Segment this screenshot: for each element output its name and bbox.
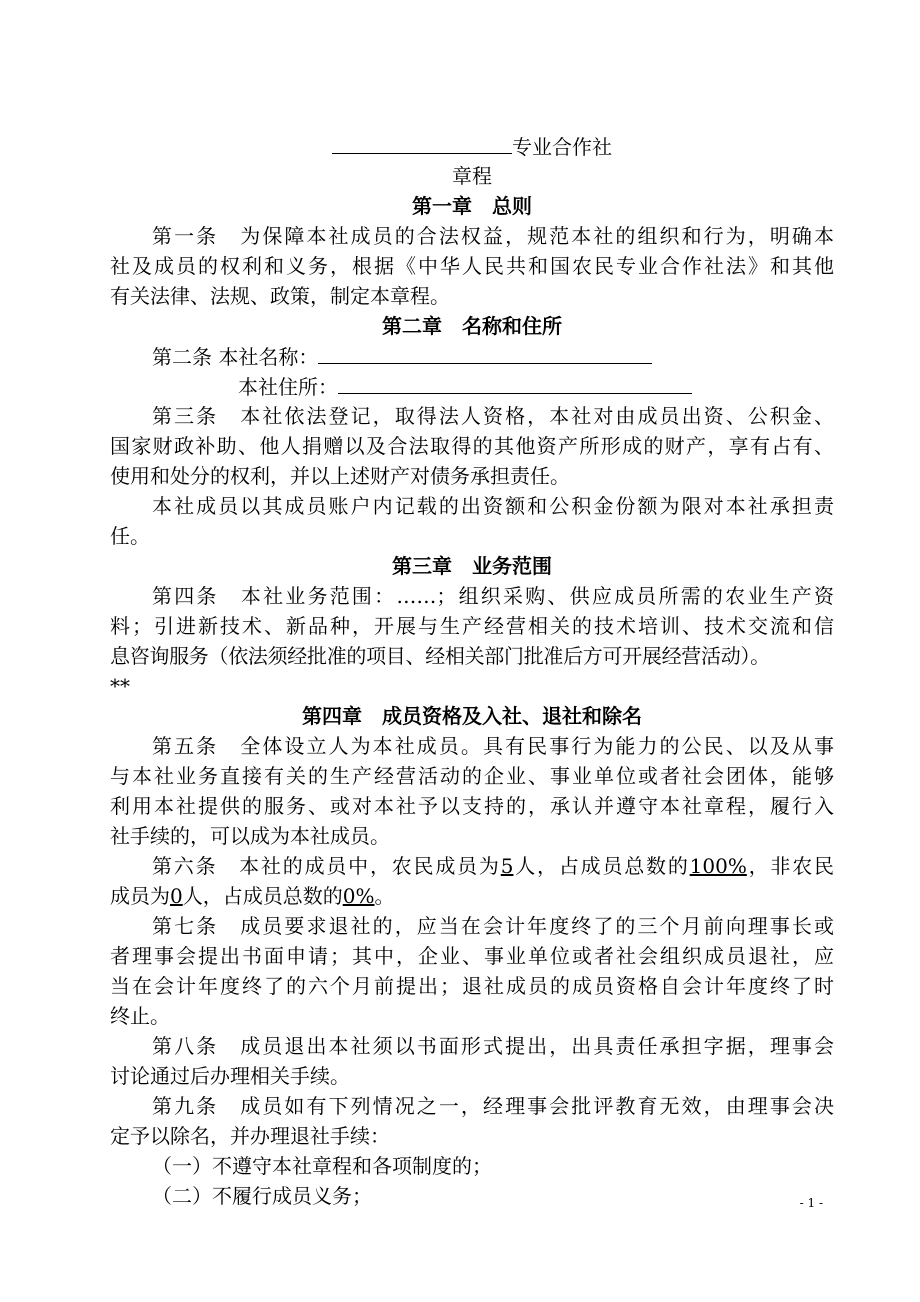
- farmer-count: 5: [500, 854, 514, 878]
- article-6-text: 人，占成员总数的: [182, 884, 343, 908]
- title-suffix: 专业合作社: [512, 135, 612, 159]
- article-7-line: 第七条 成员要求退社的，应当在会计年度终了的三个月前向理事长或: [152, 914, 834, 938]
- article-6-text: 人，占成员总数的: [513, 854, 690, 878]
- page-number: - 1 -: [799, 1196, 823, 1210]
- chapter-2-heading: 第二章 名称和住所: [382, 314, 562, 338]
- article-2-address: [110, 371, 834, 401]
- article-7-line: 终止。: [110, 1004, 170, 1028]
- article-6-line: [110, 881, 834, 911]
- article-5-line: 第五条 全体设立人为本社成员。具有民事行为能力的公民、以及从事: [152, 734, 834, 758]
- chapter-4-heading: 第四章 成员资格及入社、退社和除名: [302, 704, 642, 728]
- chapter-1-heading: 第一章 总则: [412, 194, 532, 218]
- article-3-line: 第三条 本社依法登记，取得法人资格，本社对由成员出资、公积金、: [152, 404, 834, 428]
- article-4-line: 息咨询服务（依法须经批准的项目、经相关部门批准后方可开展经营活动）。: [110, 644, 770, 668]
- doc-subtitle: 章程: [452, 164, 492, 188]
- article-6-text: 第六条 本社的成员中，农民成员为: [152, 854, 501, 878]
- liability-line: 任。: [110, 524, 150, 548]
- article-6-line: [110, 851, 834, 881]
- article-1-line: 第一条 为保障本社成员的合法权益，规范本社的组织和行为，明确本: [152, 224, 834, 248]
- name-label: 第二条 本社名称：: [152, 345, 319, 369]
- cooperative-name-blank: [332, 131, 512, 154]
- article-8-line: 第八条 成员退出本社须以书面形式提出，出具责任承担字据，理事会: [152, 1034, 834, 1058]
- article-1-line: 社及成员的权利和义务，根据《中华人民共和国农民专业合作社法》和其他: [110, 254, 834, 278]
- article-5-line: 利用本社提供的服务、或对本社予以支持的，承认并遵守本社章程，履行入: [110, 794, 834, 818]
- name-blank: [318, 341, 652, 364]
- liability-line: 本社成员以其成员账户内记载的出资额和公积金份额为限对本社承担责: [152, 494, 834, 518]
- article-4-line: 料；引进新技术、新品种，开展与生产经营相关的技术培训、技术交流和信: [110, 614, 834, 638]
- article-8-line: 讨论通过后办理相关手续。: [110, 1064, 350, 1088]
- farmer-percent: 100%: [689, 854, 747, 878]
- nonfarmer-percent: 0%: [342, 884, 375, 908]
- article-4-line: 第四条 本社业务范围：……；组织采购、供应成员所需的农业生产资: [152, 584, 834, 608]
- article-3-line: 使用和处分的权利，并以上述财产对债务承担责任。: [110, 464, 570, 488]
- article-9-line: 第九条 成员如有下列情况之一，经理事会批评教育无效，由理事会决: [152, 1094, 834, 1118]
- article-4-line: **: [110, 674, 130, 698]
- chapter-3-heading: 第三章 业务范围: [392, 554, 552, 578]
- document-body: [110, 131, 834, 1211]
- article-3-line: 国家财政补助、他人捐赠以及合法取得的其他资产所形成的财产，享有占有、: [110, 434, 834, 458]
- article-7-line: 者理事会提出书面申请；其中，企业、事业单位或者社会组织成员退社，应: [110, 944, 834, 968]
- article-5-line: 与本社业务直接有关的生产经营活动的企业、事业单位或者社会团体，能够: [110, 764, 834, 788]
- article-1-line: 有关法律、法规、政策，制定本章程。: [110, 284, 450, 308]
- address-label: 本社住所：: [238, 375, 338, 399]
- address-blank: [338, 371, 692, 394]
- list-item: （一）不遵守本社章程和各项制度的；: [152, 1154, 492, 1178]
- list-item: （二）不履行成员义务；: [152, 1184, 372, 1208]
- article-6-text: ，非农民: [746, 854, 834, 878]
- article-7-line: 当在会计年度终了的六个月前提出；退社成员的成员资格自会计年度终了时: [110, 974, 834, 998]
- doc-title: [110, 131, 834, 161]
- article-5-line: 社手续的，可以成为本社成员。: [110, 824, 390, 848]
- article-2-name: [110, 341, 834, 371]
- article-9-line: 定予以除名，并办理退社手续：: [110, 1124, 390, 1148]
- article-6-text: 。: [374, 884, 395, 908]
- article-6-text: 成员为: [110, 884, 170, 908]
- nonfarmer-count: 0: [170, 884, 183, 908]
